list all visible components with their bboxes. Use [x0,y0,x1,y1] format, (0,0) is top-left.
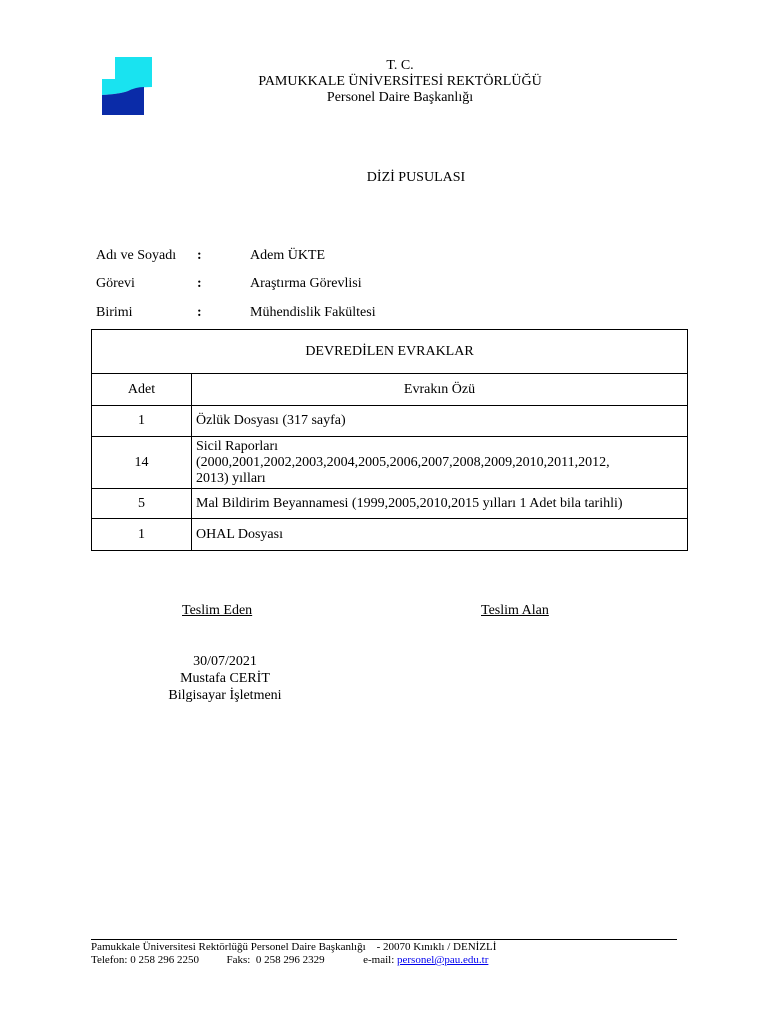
cell-adet: 1 [92,519,192,551]
field-value-name: Adem ÜKTE [250,248,326,263]
cell-ozu-line: Sicil Raporları [196,438,279,454]
documents-table [91,329,688,551]
field-label-position: Görevi [96,276,135,291]
table-row [92,406,688,437]
footer-email-link[interactable]: personel@pau.edu.tr [397,954,489,966]
university-logo [102,57,152,115]
header-university: PAMUKKALE ÜNİVERSİTESİ REKTÖRLÜĞÜ [258,74,542,89]
field-value-position: Araştırma Görevlisi [250,276,362,291]
cell-ozu-line: (2000,2001,2002,2003,2004,2005,2006,2007,2008,2009,2010,2011,2012, [196,454,610,470]
footer-fax: Faks: 0 258 296 2329 [226,954,325,966]
signatory-name: Mustafa CERİT [180,671,270,686]
header-tc: T. C. [386,58,414,73]
table-header-row [92,374,688,406]
column-header-ozu: Evrakın Özü [192,374,688,406]
footer-contacts [91,954,488,967]
cell-adet: 1 [92,406,192,437]
footer-email-label: e-mail: [363,954,395,966]
table-row [92,437,688,489]
footer-institution: Pamukkale Üniversitesi Rektörlüğü Personel Daire Başkanlığı [91,941,366,953]
field-label-unit: Birimi [96,305,133,320]
footer-phone: Telefon: 0 258 296 2250 [91,954,199,966]
teslim-alan-label: Teslim Alan [481,603,549,618]
field-colon: : [197,248,202,263]
document-title: DİZİ PUSULASI [366,170,466,185]
table-row [92,489,688,519]
footer-city: - 20070 Kınıklı / DENİZLİ [376,941,497,953]
cell-ozu: Mal Bildirim Beyannamesi (1999,2005,2010,2015 yılları 1 Adet bila tarihli) [192,489,688,519]
footer-address [91,941,496,954]
column-header-adet: Adet [92,374,192,406]
cell-adet: 5 [92,489,192,519]
table-caption-row [92,330,688,374]
signature-date: 30/07/2021 [193,654,257,669]
signatory-block [150,653,300,704]
field-colon: : [197,276,202,291]
cell-ozu: OHAL Dosyası [192,519,688,551]
cell-ozu-line: 2013) yılları [196,470,266,486]
field-colon: : [197,305,202,320]
table-caption: DEVREDİLEN EVRAKLAR [92,330,688,374]
field-label-name: Adı ve Soyadı [96,248,177,263]
cell-ozu [192,437,688,489]
cell-adet: 14 [92,437,192,489]
signatory-position: Bilgisayar İşletmeni [168,688,282,703]
footer-divider [91,939,677,940]
letterhead [200,58,600,106]
cell-ozu: Özlük Dosyası (317 sayfa) [192,406,688,437]
field-value-unit: Mühendislik Fakültesi [250,305,376,320]
table-row [92,519,688,551]
header-department: Personel Daire Başkanlığı [326,90,474,105]
teslim-eden-label: Teslim Eden [182,603,253,618]
